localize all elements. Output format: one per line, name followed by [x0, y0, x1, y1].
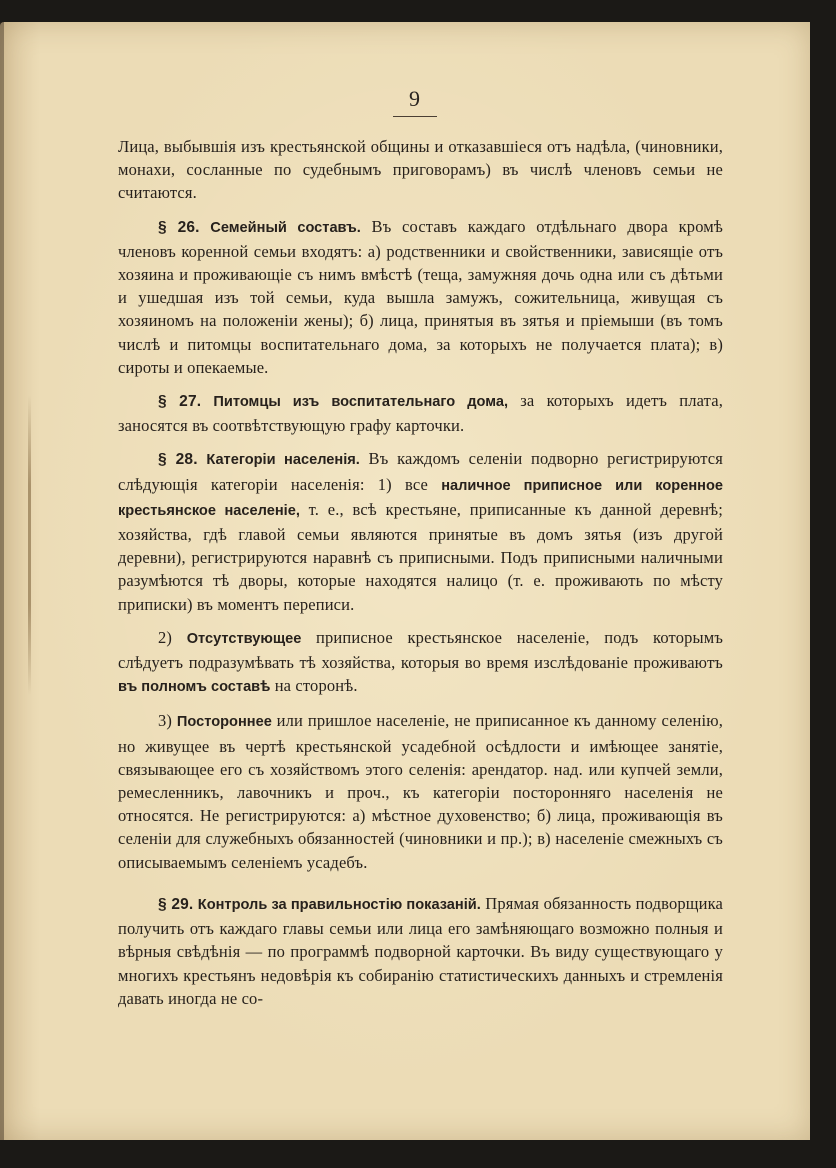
section-28-item-3	[118, 709, 723, 873]
section-title: Контроль за правильностію показаній.	[197, 896, 481, 913]
section-27	[118, 389, 723, 437]
section-28-item-2	[118, 626, 723, 700]
section-text: на сторонѣ.	[270, 676, 358, 696]
section-number: § 29.	[158, 895, 194, 913]
section-title: Питомцы изъ воспитательнаго дома,	[213, 394, 508, 411]
binding-mark	[28, 395, 31, 695]
section-28	[118, 447, 723, 615]
emphasis-text: Постороннее	[176, 714, 272, 731]
section-29	[118, 892, 723, 1010]
section-text: приписное крестьянское населеніе, подъ которымъ слѣдуетъ подразумѣвать тѣ хозяйства, которыя во время изслѣдованіе проживаютъ	[118, 627, 724, 673]
emphasis-text: въ полномъ составѣ	[118, 679, 271, 696]
emphasis-text: наличное приписное или коренное крестьянское населеніе,	[118, 477, 723, 519]
section-number: § 27.	[158, 393, 202, 411]
paragraph-excluded-persons	[118, 135, 723, 205]
page-number-rule	[393, 116, 437, 117]
section-number: § 28.	[158, 451, 198, 469]
emphasis-text: Отсутствующее	[186, 630, 302, 647]
section-text: т. е., всѣ крестьяне, приписанные къ данной деревнѣ; хозяйства, гдѣ главой семьи являются принятые въ домъ зятья (изъ другой деревни), регистрируются наравнѣ съ приписными. Подъ приписными наличными разумѣются тѣ дворы, которые находятся налицо (т. е. проживають по мѣсту приписки) въ моментъ переписи.	[118, 499, 723, 614]
item-number: 2)	[158, 627, 173, 647]
section-text: за которыхъ идетъ плата, заносятся въ соотвѣтствующую графу карточки.	[118, 391, 723, 436]
page-number: 9	[409, 86, 421, 111]
page-body	[118, 135, 723, 1010]
section-26	[118, 215, 723, 379]
section-text: Прямая обязанность подворщика получить отъ каждаго главы семьи или лица его замѣняющаго возможно полныя и вѣрныя свѣдѣнія — по программѣ подворной карточки. Въ виду существующаго у многихъ крестьянъ недовѣрія къ собиранію статистическихъ данныхъ и стремленія давать иногда не со-	[118, 893, 723, 1008]
section-text: Въ каждомъ селеніи подворно регистрируются слѣдующія категоріи населенія: 1) все	[118, 449, 723, 494]
item-number: 3)	[158, 711, 173, 731]
section-title: Семейный составъ.	[210, 219, 361, 236]
section-text: или пришлое населеніе, не приписанное къ данному селенію, но живущее въ чертѣ крестьянской усадебной осѣдлости и имѣющее занятіе, связывающее его съ хозяйствомъ этого селенія: арендатор. над. или купчей земли, ремесленникъ, лавочникъ и проч., къ категоріи посторонняго населенія не относятся. Не регистрируются: а) мѣстное духовенство; б) лица, проживающія въ селеніи для служебныхъ обязанностей (чиновники и пр.); в) населеніе смежныхъ съ описываемымъ селеніемъ усадебъ.	[118, 711, 723, 872]
section-text: Въ составъ каждаго отдѣльнаго двора кромѣ членовъ коренной семьи входятъ: а) родственники и свойственники, зависящіе отъ хозяина и проживающіе съ нимъ вмѣстѣ (теща, замужняя дочь одна или съ дѣтьми и ушедшая изъ той семьи, куда вышла замужъ, сожительница, живущая съ хозяиномъ на положеніи жены); б) лица, принятыя въ зятья и пріемыши (въ томъ числѣ и питомцы воспитательнаго дома, за которыхъ не получается плата); в) сироты и опекаемые.	[118, 216, 723, 377]
paragraph-text: Лица, выбывшія изъ крестьянской общины и отказавшіеся отъ надѣла, (чиновники, монахи, сосланные по судебнымъ приговорамъ) въ числѣ членовъ семьи не считаются.	[118, 137, 723, 203]
section-title: Категоріи населенія.	[206, 452, 360, 469]
section-number: § 26.	[158, 218, 200, 236]
page-edge	[0, 22, 4, 1140]
